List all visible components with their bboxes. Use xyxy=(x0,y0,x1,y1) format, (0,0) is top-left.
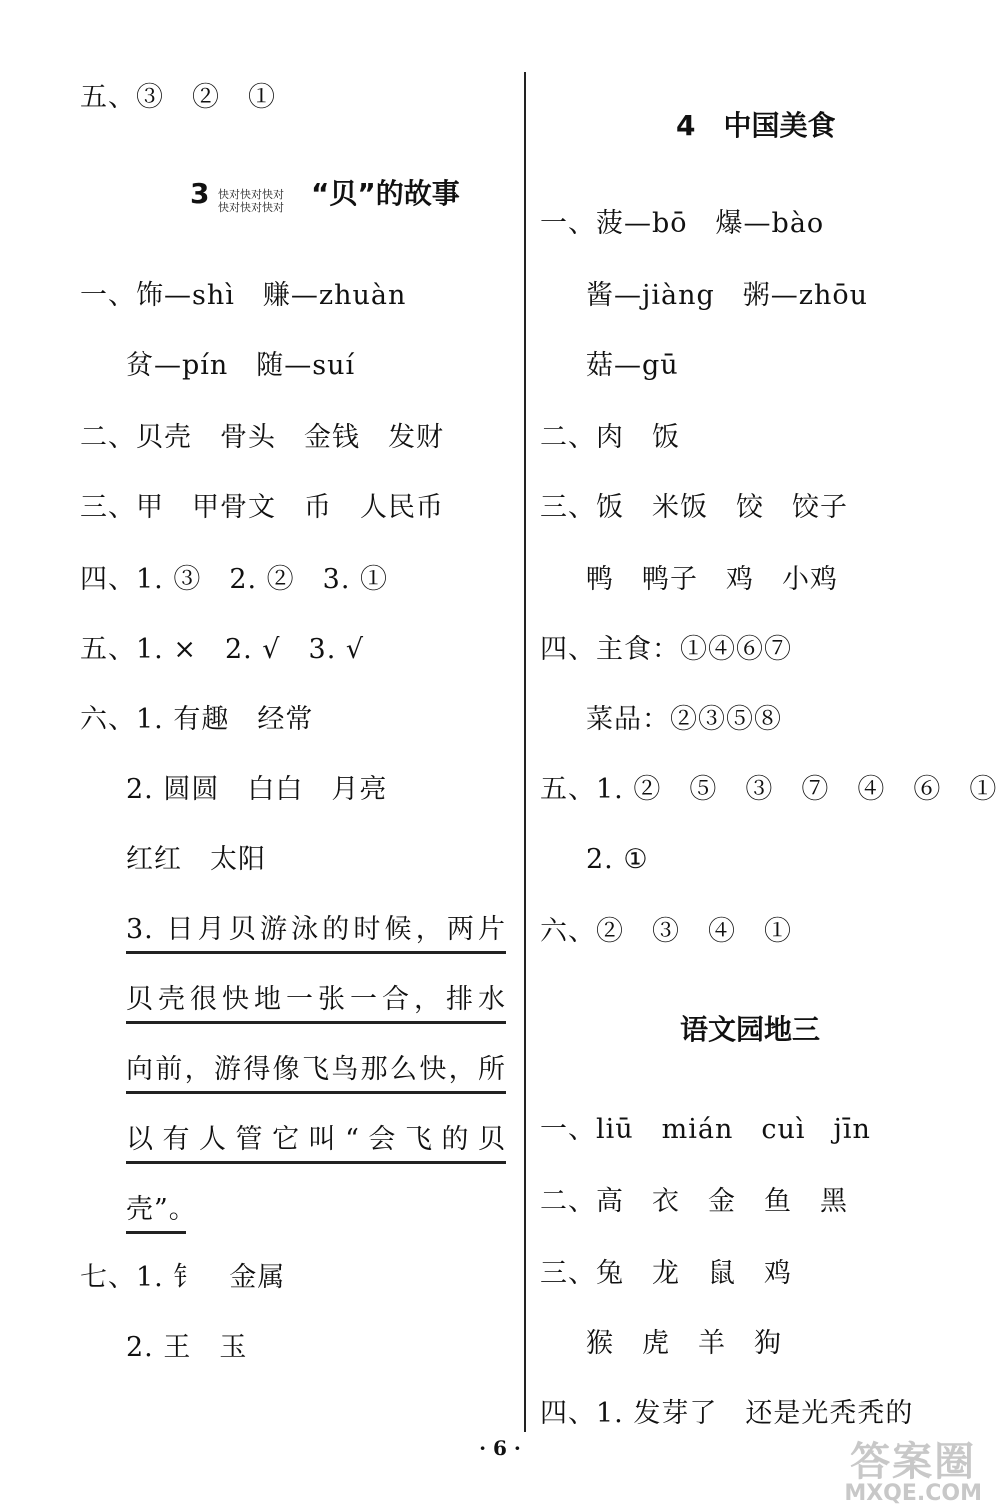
answer-line: 菜品：②③⑤⑧ xyxy=(586,704,782,735)
answer-line: 一、菠—bō 爆—bào xyxy=(540,208,825,239)
answer-line: 猴 虎 羊 狗 xyxy=(586,1328,782,1359)
answer-line: 七、1. 钅 金属 xyxy=(80,1262,286,1293)
underlined-answer-line: 壳”。 xyxy=(126,1192,186,1234)
answer-line: 2. 圆圆 白白 月亮 xyxy=(126,774,388,805)
answer-line: 六、1. 有趣 经常 xyxy=(80,704,314,735)
answer-line: 五、③ ② ① xyxy=(80,82,276,113)
answer-line: 三、兔 龙 鼠 鸡 xyxy=(540,1258,792,1289)
watermark-logo: 答案圈 xyxy=(850,1439,977,1485)
answer-line: 二、肉 饭 xyxy=(540,422,680,453)
answer-line: 2. ① xyxy=(586,844,649,875)
answer-line: 三、甲 甲骨文 币 人民币 xyxy=(80,492,444,523)
answer-line: 红红 太阳 xyxy=(126,844,266,875)
column-divider xyxy=(524,72,526,1432)
answer-line: 四、主食：①④⑥⑦ xyxy=(540,634,792,665)
answer-line: 三、饭 米饭 饺 饺子 xyxy=(540,492,848,523)
answer-line: 四、1. 发芽了 还是光秃秃的 xyxy=(540,1398,914,1429)
underlined-answer-line: 贝壳很快地一张一合，排水 xyxy=(126,982,506,1024)
answer-line: 2. 王 玉 xyxy=(126,1332,248,1363)
underlined-answer-line: 3. 日月贝游泳的时候，两片 xyxy=(126,912,506,954)
answer-line: 鸭 鸭子 鸡 小鸡 xyxy=(586,564,838,595)
underlined-answer-line: 向前，游得像飞鸟那么快，所 xyxy=(126,1052,506,1094)
answer-line: 酱—jiàng 粥—zhōu xyxy=(586,280,869,311)
underlined-answer-line: 以有人管它叫“会飞的贝 xyxy=(126,1122,506,1164)
answer-line: 菇—gū xyxy=(586,350,679,381)
answer-line: 五、1. ② ⑤ ③ ⑦ ④ ⑥ ① xyxy=(540,774,998,805)
answer-line: 四、1. ③ 2. ② 3. ① xyxy=(80,564,389,595)
answer-line: 一、liū mián cuì jīn xyxy=(540,1114,871,1145)
answer-line: 五、1. × 2. √ 3. √ xyxy=(80,634,365,665)
answer-line: 六、② ③ ④ ① xyxy=(540,916,792,947)
section-4-heading: 4 中国美食 xyxy=(676,109,836,142)
section-number: 3 xyxy=(190,177,210,210)
answer-line: 二、高 衣 金 鱼 黑 xyxy=(540,1186,848,1217)
answer-line: 二、贝壳 骨头 金钱 发财 xyxy=(80,422,444,453)
garden-heading: 语文园地三 xyxy=(680,1013,821,1046)
answer-line: 一、饰—shì 赚—zhuàn xyxy=(80,280,407,311)
answer-line: 贫—pín 随—suí xyxy=(126,350,356,381)
section-title: “贝”的故事 xyxy=(310,177,460,210)
stamp-mark: 快对快对快对 快对快对快对 xyxy=(218,188,284,214)
page-number: · 6 · xyxy=(479,1436,521,1460)
watermark-url: MXQE.COM xyxy=(844,1481,982,1506)
watermark xyxy=(844,1430,982,1506)
